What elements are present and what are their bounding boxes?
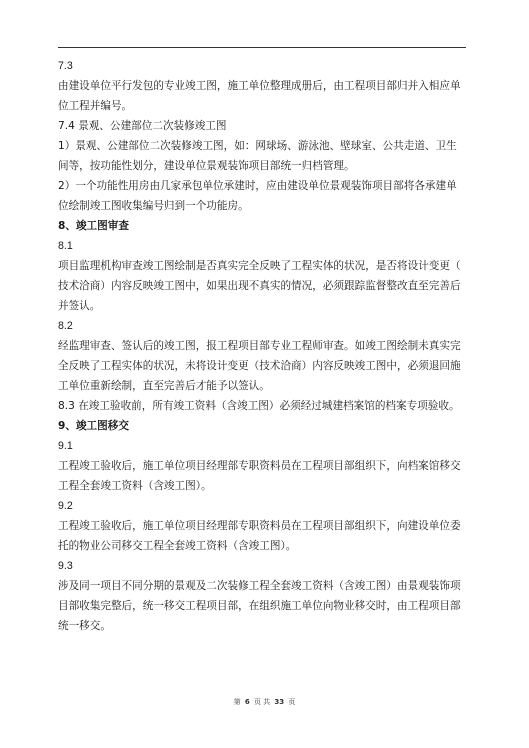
paragraph-line: 2）一个功能性用房由几家承包单位承建时，应由建设单位景观装饰项目部将各承建单 bbox=[58, 180, 457, 192]
section-9-3-number: 9.3 bbox=[58, 560, 73, 572]
section-9-2-number: 9.2 bbox=[58, 500, 73, 512]
section-8-2-number: 8.2 bbox=[58, 320, 73, 332]
footer-suffix: 页 bbox=[288, 698, 296, 706]
header-rule bbox=[58, 47, 466, 48]
paragraph-line: 1）景观、公建部位二次装修竣工图，如：网球场、游泳池、壁球室、公共走道、卫生 bbox=[58, 140, 457, 152]
paragraph-line: 经监理审查、签认后的竣工图，报工程项目部专业工程师审查。如竣工图绘制未真实完 bbox=[58, 340, 461, 352]
footer-mid: 页 共 bbox=[253, 698, 271, 706]
paragraph-line: 全反映了工程实体的状况，未将设计变更（技术洽商）内容反映竣工图中，必须退回施 bbox=[58, 360, 461, 372]
paragraph-line: 位工程并编号。 bbox=[58, 100, 133, 112]
paragraph-line: 统一移交。 bbox=[58, 620, 111, 632]
section-8-3-paragraph: 8.3 在竣工验收前，所有竣工资料（含竣工图）必须经过城建档案馆的档案专项验收。 bbox=[58, 400, 460, 412]
paragraph-line: 间等，按功能性划分，建设单位景观装饰项目部统一归档管理。 bbox=[58, 160, 355, 172]
footer-total-pages: 33 bbox=[274, 698, 285, 706]
section-9-heading: 9、竣工图移交 bbox=[58, 420, 129, 432]
paragraph-line: 工程全套竣工资料（含竣工图）。 bbox=[58, 480, 212, 492]
paragraph-line: 由建设单位平行发包的专业竣工图，施工单位整理成册后，由工程项目部归并入相应单 bbox=[58, 80, 461, 92]
paragraph-line: 并签认。 bbox=[58, 300, 101, 312]
paragraph-line: 工程竣工验收后，施工单位项目经理部专职资料员在工程项目部组织下，向档案馆移交 bbox=[58, 460, 461, 472]
paragraph-line: 技术洽商）内容反映竣工图中，如果出现不真实的情况，必须跟踪监督整改直至完善后 bbox=[58, 280, 461, 292]
paragraph-line: 目部收集完整后，统一移交工程项目部，在组织施工单位向物业移交时，由工程项目部 bbox=[58, 600, 461, 612]
section-9-1-number: 9.1 bbox=[58, 440, 73, 452]
section-8-heading: 8、竣工图审查 bbox=[58, 220, 129, 232]
paragraph-line: 位绘制竣工图收集编号归到一个功能房。 bbox=[58, 200, 249, 212]
paragraph-line: 项目监理机构审查竣工图绘制是否真实完全反映了工程实体的状况，是否将设计变更（ bbox=[58, 260, 461, 272]
paragraph-line: 托的物业公司移交工程全套竣工资料（含竣工图）。 bbox=[58, 540, 297, 552]
section-7-3-number: 7.3 bbox=[58, 60, 73, 72]
footer-prefix: 第 bbox=[233, 698, 241, 706]
section-8-1-number: 8.1 bbox=[58, 240, 73, 252]
paragraph-line: 工单位重新绘制，直至完善后才能予以签认。 bbox=[58, 380, 270, 392]
page-footer bbox=[0, 697, 529, 707]
document-body bbox=[58, 56, 468, 636]
section-7-4-heading: 7.4 景观、公建部位二次装修竣工图 bbox=[58, 120, 227, 132]
footer-page-number: 6 bbox=[244, 698, 250, 706]
paragraph-line: 涉及同一项目不同分期的景观及二次装修工程全套竣工资料（含竣工图）由景观装饰项 bbox=[58, 580, 461, 592]
paragraph-line: 工程竣工验收后，施工单位项目经理部专职资料员在工程项目部组织下，向建设单位委 bbox=[58, 520, 461, 532]
